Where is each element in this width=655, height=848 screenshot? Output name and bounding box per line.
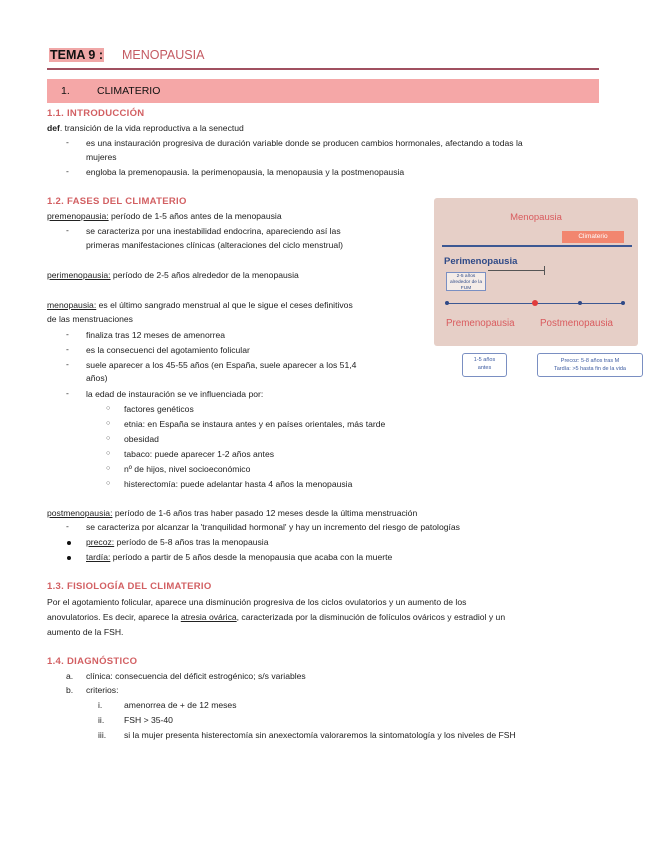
criterion-marker: i. [98, 700, 103, 710]
circle-bullet: ○ [106, 435, 111, 442]
menopausia-text: es el último sangrado menstrual al que le sigue el ceses definitivos [96, 300, 353, 310]
atresia-term: atresia ovárica [180, 612, 237, 622]
diagram-title: Menopausia [510, 212, 562, 223]
pre-bullet-1-cont: primeras manifestaciones clínicas (alteraciones del ciclo menstrual) [86, 240, 343, 250]
fisiologia-line-1: Por el agotamiento folicular, aparece una disminución progresiva de los ciclos ovulatorios y un aumento de los [47, 597, 467, 607]
dash-marker: - [66, 166, 69, 176]
meno-bullet-3-cont: años) [86, 373, 108, 383]
heading-fases: 1.2. FASES DEL CLIMATERIO [47, 196, 187, 207]
factor-item: etnia: en España se instaura antes y en países orientales, más tarde [124, 419, 386, 429]
diagnostico-a: clínica: consecuencia del déficit estrogénico; s/s variables [86, 671, 306, 681]
criterion-marker: ii. [98, 715, 105, 725]
heading-diagnostico: 1.4. DIAGNÓSTICO [47, 656, 138, 667]
postmenopausia-text: período de 1-6 años tras haber pasado 12 meses desde la última menstruación [112, 508, 418, 518]
note1-line2: antes [477, 365, 492, 371]
circle-bullet: ○ [106, 420, 111, 427]
timeline-dot [578, 301, 582, 305]
factor-item: nº de hijos, nivel socioeconómico [124, 464, 251, 474]
list-marker: b. [66, 685, 74, 695]
climaterio-line [442, 245, 632, 247]
postmenopausia-term: postmenopausia: [47, 508, 113, 518]
dash-marker: - [66, 344, 69, 354]
premenopausia-text: período de 1-5 años antes de la menopausia [108, 211, 282, 221]
climaterio-label: Climaterio [562, 231, 624, 243]
criterion-item: si la mujer presenta histerectomía sin anexectomía valoraremos la sintomatología y los niveles de FSH [124, 730, 516, 740]
menopausia-def [47, 299, 353, 311]
list-marker: a. [66, 671, 74, 681]
dash-marker: - [66, 359, 69, 369]
perimenopausia-tick [544, 266, 545, 275]
factor-item: factores genéticos [124, 404, 194, 414]
fisiologia-line-2 [47, 611, 505, 623]
climaterio-diagram [434, 198, 638, 346]
timeline-dot [445, 301, 449, 305]
premenopausia-label: Premenopausia [446, 318, 515, 329]
note2-line1: Precoz: 5-8 años tras M [560, 358, 620, 364]
criterion-item: amenorrea de + de 12 meses [124, 700, 237, 710]
section-header [47, 79, 599, 103]
criterion-marker: iii. [98, 730, 107, 740]
section-number: 1. [61, 85, 70, 97]
peri-box-line2: alrededor de la FUM [449, 280, 482, 291]
meno-bullet-3: suele aparecer a los 45-55 años (en España, suele aparecer a los 51,4 [86, 360, 357, 370]
dash-marker: - [66, 225, 69, 235]
pre-bullet-1: se caracteriza por una inestabilidad endocrina, apareciendo así las [86, 226, 341, 236]
premenopausia-def [47, 210, 282, 222]
perimenopausia-def [47, 269, 299, 281]
meno-bullet-2: es la consecuenci del agotamiento folicular [86, 345, 250, 355]
post-bullet-1: se caracteriza por alcanzar la 'tranquilidad hormonal' y hay un incremento del riesgo de patologías [86, 522, 460, 532]
menopausia-marker [532, 300, 538, 306]
menopausia-def-cont: de las menstruaciones [47, 314, 133, 324]
def-line [47, 122, 244, 134]
fisiologia-line-3: aumento de la FSH. [47, 627, 124, 637]
factor-item: obesidad [124, 434, 159, 444]
perimenopausia-box [446, 272, 486, 291]
diagnostico-b: criterios: [86, 685, 119, 695]
bullet-dot [67, 556, 71, 560]
precoz-line [86, 536, 269, 548]
menopausia-term: menopausia: [47, 300, 97, 310]
perimenopausia-term: perimenopausia: [47, 270, 111, 280]
intro-bullet-2: engloba la premenopausia. la perimenopausia, la menopausia y la postmenopausia [86, 167, 405, 177]
peri-box-line1: 2-5 años [456, 274, 476, 279]
dash-marker: - [66, 388, 69, 398]
perimenopausia-span [488, 270, 544, 271]
circle-bullet: ○ [106, 480, 111, 487]
heading-fisiologia: 1.3. FISIOLOGÍA DEL CLIMATERIO [47, 581, 212, 592]
note1-line1: 1-5 años [473, 357, 496, 363]
factor-item: histerectomía: puede adelantar hasta 4 años la menopausia [124, 479, 353, 489]
timeline-dot [621, 301, 625, 305]
postmenopausia-note [537, 353, 643, 377]
def-text: . transición de la vida reproductiva a la senectud [59, 123, 244, 133]
premenopausia-term: premenopausia: [47, 211, 109, 221]
tardia-term: tardía: [86, 552, 111, 562]
title-subject: MENOPAUSIA [122, 48, 205, 62]
heading-introduccion: 1.1. INTRODUCCIÓN [47, 108, 145, 119]
premenopausia-note [462, 353, 507, 377]
meno-bullet-4: la edad de instauración se ve influenciada por: [86, 389, 264, 399]
precoz-text: período de 5-8 años tras la menopausia [114, 537, 269, 547]
circle-bullet: ○ [106, 450, 111, 457]
dash-marker: - [66, 137, 69, 147]
perimenopausia-label: Perimenopausia [444, 256, 518, 267]
fisiologia-line-2b: , caracterizada por la disminución de folículos ováricos y estradiol y un [236, 612, 506, 622]
criterion-item: FSH > 35-40 [124, 715, 173, 725]
tardia-line [86, 551, 392, 563]
postmenopausia-def [47, 507, 417, 519]
bullet-dot [67, 541, 71, 545]
dash-marker: - [66, 521, 69, 531]
tardia-text: período a partir de 5 años desde la menopausia que acaba con la muerte [110, 552, 393, 562]
precoz-term: precoz: [86, 537, 115, 547]
meno-bullet-1: finaliza tras 12 meses de amenorrea [86, 330, 226, 340]
fisiologia-line-2a: anovulatorios. Es decir, aparece la [47, 612, 181, 622]
perimenopausia-text: período de 2-5 años alrededor de la menopausia [110, 270, 299, 280]
page-title [47, 44, 599, 70]
intro-bullet-1-cont: mujeres [86, 152, 117, 162]
postmenopausia-label: Postmenopausia [540, 318, 613, 329]
circle-bullet: ○ [106, 405, 111, 412]
circle-bullet: ○ [106, 465, 111, 472]
def-label: def [47, 123, 60, 133]
title-tema: TEMA 9 : [50, 48, 104, 62]
note2-line2: Tardía: >5 hasta fin de la vida [553, 366, 626, 372]
section-label: CLIMATERIO [97, 85, 161, 97]
factor-item: tabaco: puede aparecer 1-2 años antes [124, 449, 275, 459]
dash-marker: - [66, 329, 69, 339]
intro-bullet-1: es una instauración progresiva de duración variable donde se producen cambios hormonales, afectando a todas la [86, 138, 523, 148]
